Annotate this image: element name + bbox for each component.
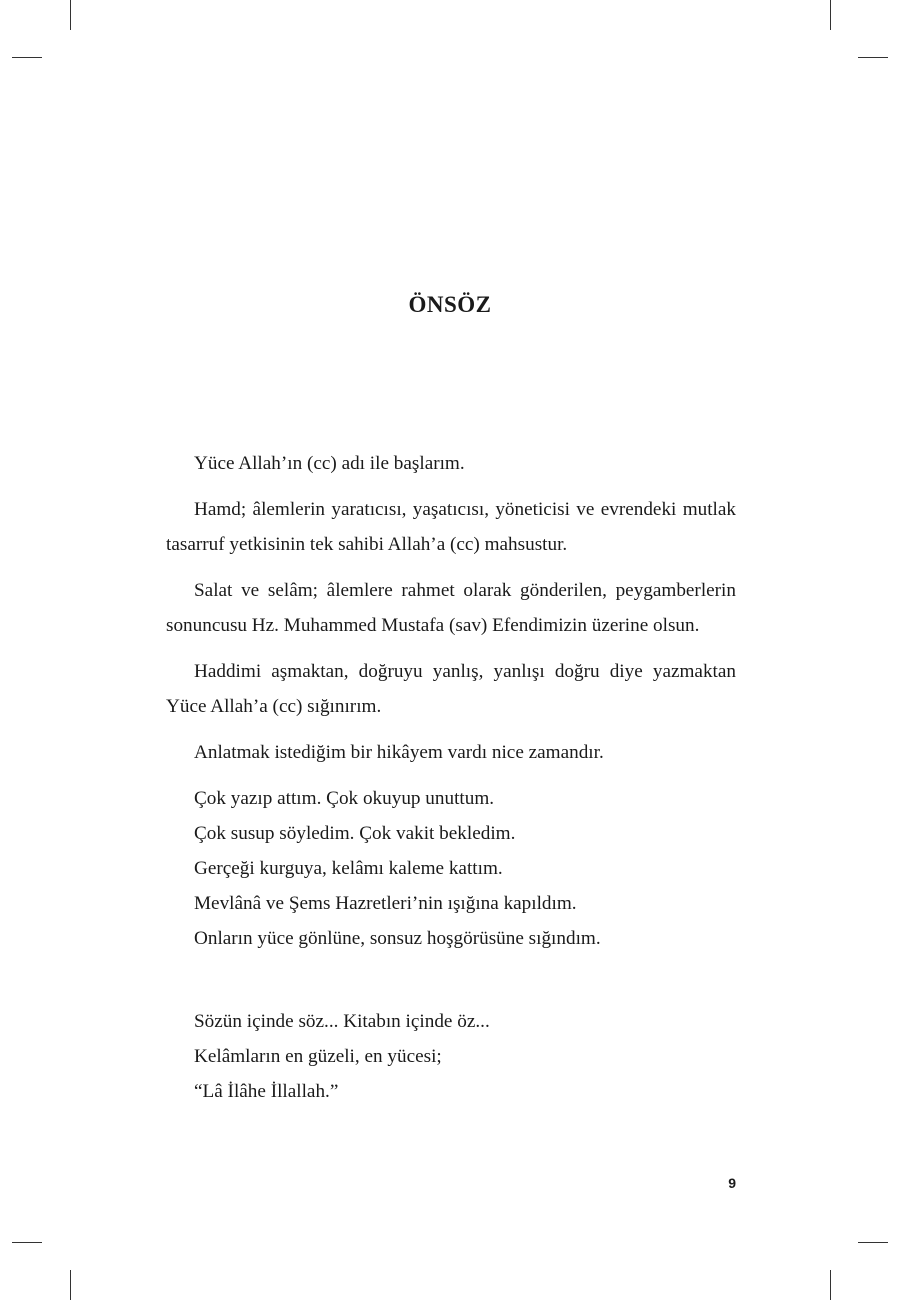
verse-line: Mevlânâ ve Şems Hazretleri’nin ışığına kapıldım. [194,893,577,914]
verse-line: Çok susup söyledim. Çok vakit bekledim. [194,823,516,844]
crop-mark-top-left-vertical [70,0,71,30]
crop-mark-bottom-right-vertical [830,1270,831,1300]
paragraph-anlatmak: Anlatmak istediğim bir hikâyem vardı nice zamandır. [194,742,604,763]
crop-mark-top-right-horizontal [858,57,888,58]
verse-line: Sözün içinde söz... Kitabın içinde öz... [194,1011,490,1032]
verse-stanza-1 [166,781,736,956]
verse-stanza-2 [166,1004,736,1109]
verse-line: Çok yazıp attım. Çok okuyup unuttum. [194,788,495,809]
verse-line: Kelâmların en güzeli, en yücesi; [194,1046,442,1067]
paragraph-hamd: Hamd; âlemlerin yaratıcısı, yaşatıcısı, yöneticisi ve evrendeki mutlak tasarruf yetkisinin tek sahibi Allah’a (cc) mahsustur. [166,499,736,555]
preface-body [166,446,736,1120]
crop-mark-bottom-left-vertical [70,1270,71,1300]
verse-line: Gerçeği kurguya, kelâmı kaleme kattım. [194,858,503,879]
crop-mark-top-right-vertical [830,0,831,30]
verse-line: “Lâ İlâhe İllallah.” [194,1081,339,1102]
page-title: ÖNSÖZ [408,292,492,317]
paragraph-haddimi: Haddimi aşmaktan, doğruyu yanlış, yanlışı doğru diye yazmaktan Yüce Allah’a (cc) sığınırım. [166,661,736,717]
crop-mark-bottom-right-horizontal [858,1242,888,1243]
paragraph-salat: Salat ve selâm; âlemlere rahmet olarak gönderilen, peygamberlerin sonuncusu Hz. Muhammed Mustafa (sav) Efendimizin üzerine olsun. [166,580,736,636]
verse-line: Onların yüce gönlüne, sonsuz hoşgörüsüne sığındım. [194,928,601,949]
crop-mark-bottom-left-horizontal [12,1242,42,1243]
crop-mark-top-left-horizontal [12,57,42,58]
page-number: 9 [728,1175,736,1191]
paragraph-opening: Yüce Allah’ın (cc) adı ile başlarım. [194,453,465,474]
